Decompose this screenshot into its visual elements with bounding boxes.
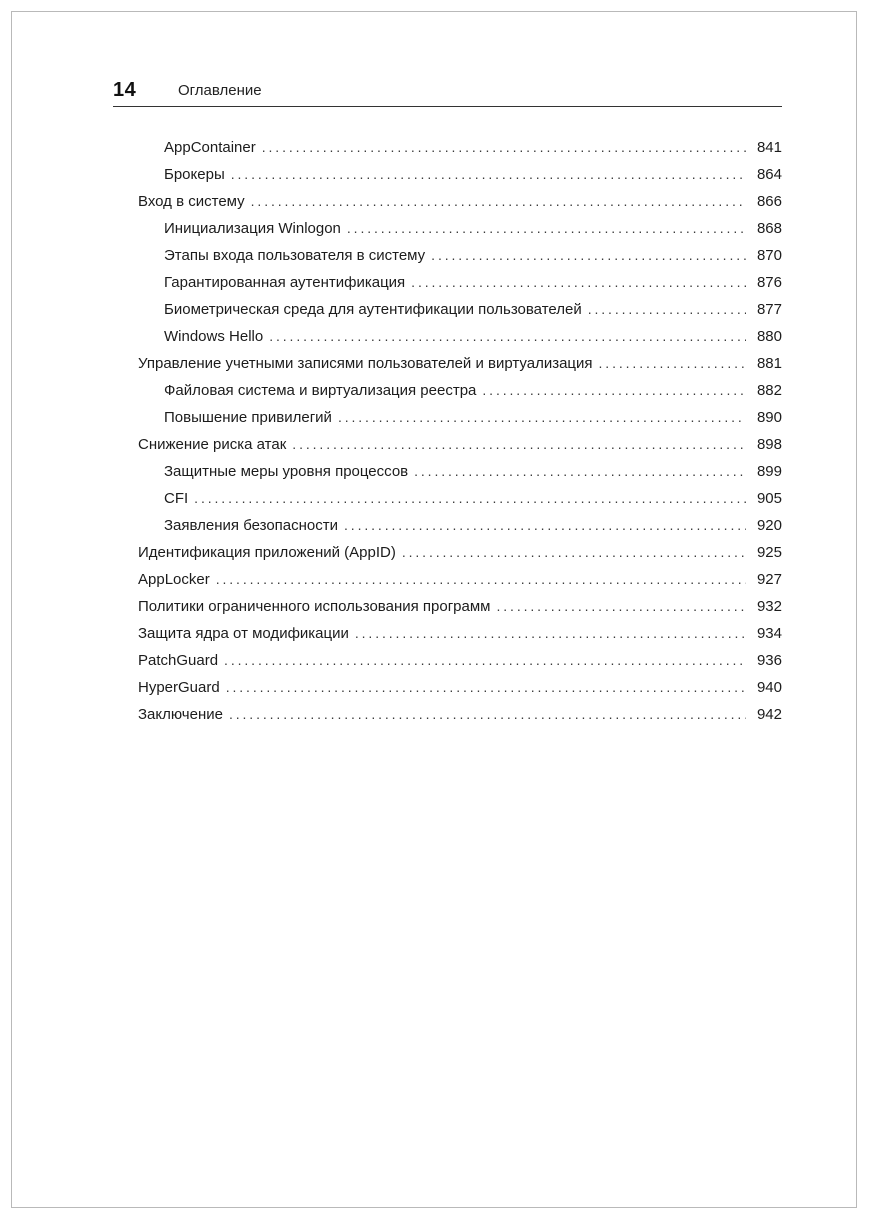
toc-entry-title: Гарантированная аутентификация xyxy=(164,274,406,291)
page-header xyxy=(113,76,782,107)
toc-dot-leader xyxy=(292,431,746,458)
toc-entry[interactable] xyxy=(138,404,782,431)
toc-entry-page-number: 905 xyxy=(756,490,782,507)
toc-entry-page-number: 877 xyxy=(756,301,782,318)
toc-dot-leader xyxy=(262,134,746,161)
toc-entry-title: Вход в систему xyxy=(138,193,245,210)
toc-entry-page-number: 866 xyxy=(756,193,782,210)
toc-entry[interactable] xyxy=(138,350,782,377)
toc-entry-page-number: 925 xyxy=(756,544,782,561)
toc-entry-page-number: 899 xyxy=(756,463,782,480)
toc-entry-page-number: 880 xyxy=(756,328,782,345)
toc-dot-leader xyxy=(599,350,746,377)
toc-dot-leader xyxy=(194,485,746,512)
toc-entry-title: Идентификация приложений (AppID) xyxy=(138,544,396,561)
toc-entry-title: Заявления безопасности xyxy=(164,517,339,534)
toc-entry-page-number: 882 xyxy=(756,382,782,399)
toc-entry-title: HyperGuard xyxy=(138,679,220,696)
toc-entry[interactable] xyxy=(138,215,782,242)
toc-entry[interactable] xyxy=(138,539,782,566)
toc-dot-leader xyxy=(269,323,746,350)
toc-entry-title: PatchGuard xyxy=(138,652,219,669)
toc-entry-title: Биометрическая среда для аутентификации пользователей xyxy=(164,301,582,318)
toc-entry[interactable] xyxy=(138,377,782,404)
toc-entry-page-number: 841 xyxy=(756,139,782,156)
toc-entry-page-number: 898 xyxy=(756,436,782,453)
toc-entry[interactable] xyxy=(138,674,782,701)
toc-entry-title: Управление учетными записями пользователей и виртуализация xyxy=(138,355,593,372)
toc-entry[interactable] xyxy=(138,566,782,593)
toc-entry-page-number: 864 xyxy=(756,166,782,183)
toc-entry-page-number: 934 xyxy=(756,625,782,642)
toc-dot-leader xyxy=(402,539,746,566)
toc-entry[interactable] xyxy=(138,431,782,458)
toc-entry-title: Снижение риска атак xyxy=(138,436,287,453)
table-of-contents xyxy=(138,134,782,728)
toc-entry-page-number: 870 xyxy=(756,247,782,264)
toc-entry[interactable] xyxy=(138,593,782,620)
toc-dot-leader xyxy=(414,458,746,485)
toc-dot-leader xyxy=(338,404,746,431)
toc-entry-page-number: 936 xyxy=(756,652,782,669)
toc-entry-page-number: 940 xyxy=(756,679,782,696)
toc-entry-title: CFI xyxy=(164,490,189,507)
toc-entry-title: Заключение xyxy=(138,706,223,723)
toc-dot-leader xyxy=(226,674,746,701)
toc-dot-leader xyxy=(411,269,746,296)
toc-entry[interactable] xyxy=(138,296,782,323)
toc-entry-page-number: 881 xyxy=(756,355,782,372)
toc-entry-page-number: 876 xyxy=(756,274,782,291)
toc-dot-leader xyxy=(588,296,746,323)
toc-entry[interactable] xyxy=(138,323,782,350)
toc-entry[interactable] xyxy=(138,485,782,512)
page-number: 14 xyxy=(113,79,137,101)
toc-entry-page-number: 927 xyxy=(756,571,782,588)
toc-entry[interactable] xyxy=(138,512,782,539)
toc-dot-leader xyxy=(347,215,746,242)
toc-entry-page-number: 868 xyxy=(756,220,782,237)
toc-dot-leader xyxy=(231,161,746,188)
toc-entry[interactable] xyxy=(138,188,782,215)
toc-dot-leader xyxy=(224,647,746,674)
toc-entry[interactable] xyxy=(138,458,782,485)
toc-dot-leader xyxy=(216,566,746,593)
running-title: Оглавление xyxy=(178,82,262,99)
toc-entry[interactable] xyxy=(138,161,782,188)
toc-entry-page-number: 890 xyxy=(756,409,782,426)
toc-dot-leader xyxy=(251,188,746,215)
toc-dot-leader xyxy=(431,242,746,269)
toc-entry[interactable] xyxy=(138,242,782,269)
toc-entry[interactable] xyxy=(138,134,782,161)
toc-entry-title: AppContainer xyxy=(164,139,256,156)
toc-dot-leader xyxy=(496,593,746,620)
toc-entry-title: Файловая система и виртуализация реестра xyxy=(164,382,477,399)
toc-entry-title: Защита ядра от модификации xyxy=(138,625,349,642)
toc-dot-leader xyxy=(344,512,746,539)
toc-entry-title: Защитные меры уровня процессов xyxy=(164,463,409,480)
toc-entry[interactable] xyxy=(138,269,782,296)
toc-entry-page-number: 932 xyxy=(756,598,782,615)
toc-entry-title: AppLocker xyxy=(138,571,210,588)
toc-entry-title: Этапы входа пользователя в систему xyxy=(164,247,426,264)
toc-entry[interactable] xyxy=(138,701,782,728)
toc-entry-page-number: 942 xyxy=(756,706,782,723)
toc-dot-leader xyxy=(229,701,746,728)
toc-entry-title: Повышение привилегий xyxy=(164,409,332,426)
toc-entry-title: Windows Hello xyxy=(164,328,264,345)
toc-entry-page-number: 920 xyxy=(756,517,782,534)
toc-entry-title: Инициализация Winlogon xyxy=(164,220,341,237)
toc-entry[interactable] xyxy=(138,647,782,674)
toc-entry[interactable] xyxy=(138,620,782,647)
toc-dot-leader xyxy=(482,377,746,404)
toc-dot-leader xyxy=(355,620,746,647)
toc-entry-title: Брокеры xyxy=(164,166,225,183)
toc-entry-title: Политики ограниченного использования программ xyxy=(138,598,491,615)
